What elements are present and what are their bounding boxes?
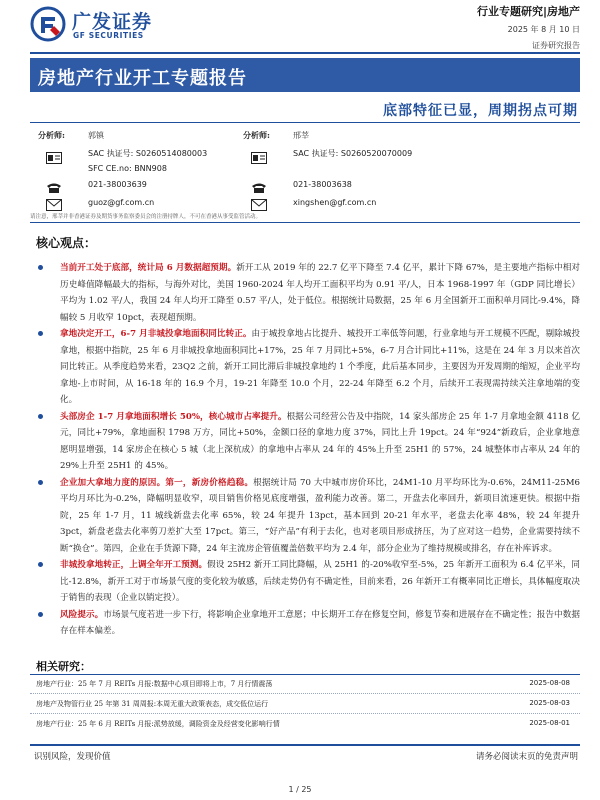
- gf-logo-icon: [30, 6, 66, 42]
- list-item: [34, 557, 580, 607]
- core-views-heading: 核心观点：: [36, 236, 97, 250]
- analyst-phone: 021-38003638: [293, 180, 352, 189]
- report-kind: 证券研究报告: [532, 41, 580, 50]
- footer-disclaimer-link: 请务必阅读末页的免责声明: [475, 752, 578, 762]
- related-item-title[interactable]: 房地产行业：25 年 7 月 REITs 月报:数据中心项目即将上市，7 月行情震荡: [36, 680, 273, 688]
- footer-divider: [30, 744, 580, 746]
- analyst-sac: SAC 执证号: S0260520070009: [293, 149, 413, 158]
- bullet-lead: 头部房企 1-7 月拿地面积增长 50%，核心城市占率提升。: [60, 411, 287, 422]
- related-item-date: 2025-08-08: [529, 679, 570, 687]
- report-subtitle: 底部特征已显，周期拐点可期: [383, 103, 578, 119]
- id-card-icon: [46, 152, 62, 164]
- bullet-dot-icon: [38, 562, 43, 567]
- logo-en-text: GF SECURITIES: [73, 31, 144, 40]
- email-icon: [251, 199, 267, 211]
- bullet-text: 根据公司经营公告及中指院，14 家头部房企 25 年 1-7 月拿地金额 4118 亿元，同比+79%，拿地面积 1798 万方，同比+50%，金额口径的拿地力度 37%，同比上升 19pct。24 年“924”新政后，企业拿地意愿明显增强，14 家房企在核心 5 城（北上深杭成）的拿地申占率从 24 年的 45%上升至 25H1 的 57%，24 城整体市占率从 24 年的 29%上升至 25H1 的 45%。: [60, 411, 580, 471]
- report-date: 2025 年 8 月 10 日: [507, 25, 580, 34]
- analyst-role: 分析师:: [38, 130, 65, 140]
- related-item[interactable]: [36, 716, 570, 734]
- phone-icon: [251, 182, 267, 194]
- id-card-icon: [251, 152, 267, 164]
- company-logo: [30, 6, 190, 42]
- bullet-dot-icon: [38, 414, 43, 419]
- analyst-name: 郭镇: [88, 131, 104, 140]
- logo-cn-text: 广发证券: [72, 11, 153, 33]
- list-item: [34, 607, 580, 640]
- analyst-role: 分析师:: [243, 130, 270, 140]
- bullet-text: 根据统计局 70 大中城市房价环比，24M1-10 月平均环比为-0.6%，24M11-25M6 平均月环比为-0.2%，降幅明显收窄，项目销售价格见底度增强，盈利能力改善。第二，开盘去化率回升，新项目流速更快。根据中指院，25 年 1-7 月，11 城线新盘去化率 65%，较 24 年提升 13pct，基本回到 20-21 年水平，老盘去化率 48%，较 24 年提升 3pct，新盘老盘去化率剪刀差扩大至 17pct。第三，“好产品”有利于去化，也对老项目形成挤压，为了应对这一趋势，企业需要持续不断“换仓”。第四，企业在手货源下降，24 年主流房企管值覆盖倍数平均为 2.4 年，部分企业为了维持规模或排名，存在补库诉求。: [60, 477, 580, 554]
- related-item-title[interactable]: 房地产及物管行业 25 年第 31 周周报:本周无重大政策表态，成交低位运行: [36, 700, 269, 708]
- bullet-text: 市场景气度若进一步下行，将影响企业拿地开工意愿；中长期开工存在修复空间，修复节奏和进展存在不确定性；报告中数据存在样本偏差。: [60, 609, 580, 636]
- bullet-dot-icon: [38, 265, 43, 270]
- analyst-block: [30, 126, 580, 214]
- subtitle-divider: [30, 122, 580, 123]
- page-number: 1 / 25: [288, 785, 312, 794]
- phone-icon: [46, 182, 62, 194]
- bullet-text: 新开工从 2019 年的 22.7 亿平下降至 7.4 亿平，累计下降 67%，是主要地产指标中相对历史峰值降幅最大的指标，与海外对比，美国 1960-2024 年人均开工面积平均为 0.91 平/人，日本 1968-1997 年（GDP 同比增长）平均为 1.02 平/人，我国 24 年人均开工降至 0.57 平/人，处于低位。根据统计局数据，25 年 6 月全国新开工面积单月同比-9.4%，降幅较 5 月收窄 10pct，表现超预期。: [60, 263, 580, 323]
- list-item: [34, 475, 580, 558]
- title-band: [30, 58, 580, 92]
- analyst-disclaimer: 请注意，邢莘并非香港证券及期货事务监察委员会的注册持牌人，不可在香港从事受监管活动。: [30, 214, 262, 220]
- core-views-list: [34, 260, 580, 640]
- bullet-lead: 当前开工处于底部，统计局 6 月数据超预期。: [60, 263, 237, 273]
- header-meta: [477, 3, 580, 51]
- bullet-text: 由于城投拿地占比提升、城投开工率低等问题，行业拿地与开工规模不匹配，剔除城投拿地，根据中指院，25 年 6 月非城投拿地面积同比+17%，25 年 7 月同比+5%，6-7 月合计同比+11%，这是在 24 年 3 月以来首次同比转正。从季度趋势来看，23Q2 之前，新开工同比滞后非城投拿地约 1 个季度，此后基本同步，主要因为开发周期的缩短，企业平均拿地-上市时间，从 16-18 年的 16.9 个月，19-21 年降至 10.0 个月，22-24 年降至 6.2 个月，后续开工表现需持续关注拿地端的变化。: [60, 329, 580, 405]
- bullet-lead: 拿地决定开工，6-7 月非城投拿地面积同比转正。: [60, 329, 252, 339]
- bullet-text: 假设 25H2 新开工同比降幅，从 25H1 的-20%收窄至-5%，25 年新开工面积为 6.4 亿平米，同比-12.8%，新开工对于市场景气度的变化较为敏感，后续走势仍有不确定性，目前来看，26 年新开工有概率同比正增长，具体幅度取决于销售的表现（企业以销定投）。: [60, 560, 580, 603]
- related-item[interactable]: [36, 696, 570, 714]
- related-item[interactable]: [36, 676, 570, 694]
- analyst-sac: SAC 执证号: S0260514080003: [88, 149, 208, 158]
- bullet-lead: 非城投拿地转正，上调全年开工预测。: [60, 560, 208, 570]
- related-item-title[interactable]: 房地产行业：25 年 6 月 REITs 月报:派势放缓，调险资金及经营变化影响行情: [36, 720, 280, 728]
- report-title: 房地产行业开工专题报告: [38, 68, 247, 89]
- footer-slogan: 识别风险，发现价值: [34, 752, 111, 762]
- report-type: 行业专题研究|房地产: [476, 5, 580, 18]
- related-heading: 相关研究：: [36, 660, 91, 673]
- disclaimer-divider: [30, 222, 580, 223]
- related-item-date: 2025-08-03: [529, 699, 570, 707]
- row-divider: [30, 693, 580, 694]
- bullet-dot-icon: [38, 331, 43, 336]
- bullet-dot-icon: [38, 480, 43, 485]
- email-icon: [46, 199, 62, 211]
- list-item: [34, 326, 580, 409]
- analyst-email[interactable]: guoz@gf.com.cn: [88, 198, 155, 207]
- row-divider: [30, 713, 580, 714]
- related-item-date: 2025-08-01: [529, 719, 570, 727]
- bullet-lead: 企业加大拿地力度的原因。第一，新房价格趋稳。: [60, 477, 254, 488]
- list-item: [34, 260, 580, 326]
- bullet-dot-icon: [38, 612, 43, 617]
- analyst-name: 邢莘: [293, 131, 309, 140]
- list-item: [34, 409, 580, 475]
- bullet-lead: 风险提示。: [60, 609, 104, 620]
- header-divider: [30, 52, 580, 54]
- analyst-sfc: SFC CE.no: BNN908: [88, 164, 167, 173]
- related-divider: [30, 674, 580, 675]
- analyst-phone: 021-38003639: [88, 180, 147, 189]
- analyst-email[interactable]: xingshen@gf.com.cn: [293, 198, 377, 207]
